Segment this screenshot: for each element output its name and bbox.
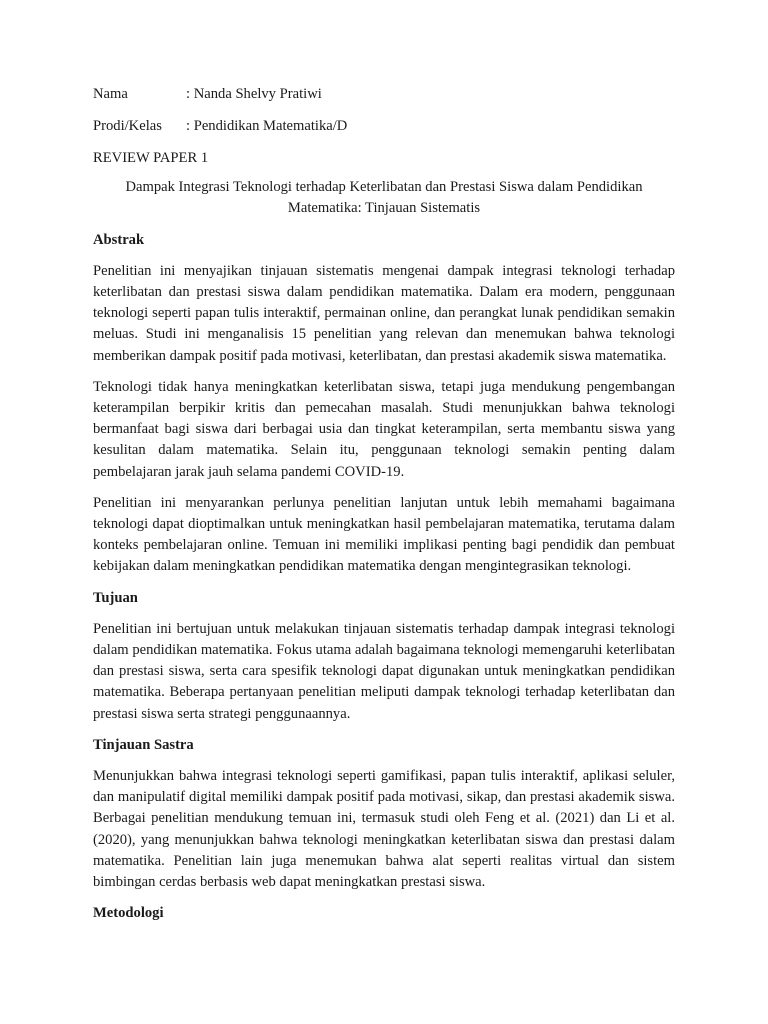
prodi-value: : Pendidikan Matematika/D [186,118,348,134]
abstrak-paragraph-1: Penelitian ini menyajikan tinjauan sistematis mengenai dampak integrasi teknologi terhadap keterlibatan dan prestasi siswa dalam pendidikan matematika. Dalam era modern, penggunaan teknologi seperti papan tulis interaktif, permainan online, dan perangkat lunak pendidikan semakin meluas. Studi ini menganalisis 15 penelitian yang relevan dan menemukan bahwa teknologi memberikan dampak positif pada motivasi, keterlibatan, dan prestasi akademik siswa matematika. [93,262,675,364]
abstrak-paragraph-3: Penelitian ini menyarankan perlunya penelitian lanjutan untuk lebih memahami bagaimana teknologi dapat dioptimalkan untuk meningkatkan hasil pembelajaran matematika, terutama dalam konteks pembelajaran online. Temuan ini memiliki implikasi penting bagi pendidik dan pembuat kebijakan dalam meningkatkan pendidikan matematika dengan mengintegrasikan teknologi. [93,494,675,575]
review-label: REVIEW PAPER 1 [93,150,209,166]
tujuan-heading: Tujuan [93,589,138,606]
metodologi-heading: Metodologi [93,905,164,922]
abstrak-heading: Abstrak [93,231,145,248]
tinjauan-sastra-paragraph-1: Menunjukkan bahwa integrasi teknologi seperti gamifikasi, papan tulis interaktif, aplikasi seluler, dan manipulatif digital memiliki dampak positif pada motivasi, sikap, dan prestasi akademik siswa. Berbagai penelitian mendukung temuan ini, termasuk studi oleh Feng et al. (2021) dan Li et al. (2020), yang menunjukkan bahwa teknologi meningkatkan keterlibatan siswa dan prestasi dalam matematika. Penelitian lain juga menemukan bahwa alat seperti realitas virtual dan sistem bimbingan cerdas berbasis web dapat meningkatkan prestasi siswa. [93,768,675,891]
paper-title: Dampak Integrasi Teknologi terhadap Keterlibatan dan Prestasi Siswa dalam Pendidikan Matematika: Tinjauan Sistematis [125,179,643,217]
document-page [93,84,675,935]
abstrak-paragraph-2: Teknologi tidak hanya meningkatkan keterlibatan siswa, tetapi juga mendukung pengembangan keterampilan berpikir kritis dan pemecahan masalah. Studi menunjukkan bahwa teknologi bermanfaat bagi siswa dari berbagai usia dan tingkat keterampilan, serta membantu siswa yang kesulitan dalam matematika. Selain itu, penggunaan teknologi semakin penting dalam pembelajaran jarak jauh selama pandemi COVID-19. [93,378,675,480]
nama-value: : Nanda Shelvy Pratiwi [186,86,322,102]
prodi-label: Prodi/Kelas [93,118,162,134]
tinjauan-sastra-heading: Tinjauan Sastra [93,736,194,753]
nama-row [93,84,675,105]
nama-label: Nama [93,86,128,102]
tujuan-paragraph-1: Penelitian ini bertujuan untuk melakukan tinjauan sistematis terhadap dampak integrasi teknologi dalam pendidikan matematika. Fokus utama adalah bagaimana teknologi memengaruhi keterlibatan dan prestasi siswa, serta cara spesifik teknologi dapat digunakan untuk meningkatkan pendidikan matematika. Beberapa pertanyaan penelitian meliputi dampak teknologi terhadap keterlibatan dan prestasi siswa serta strategi penggunaannya. [93,620,675,722]
prodi-row [93,116,675,137]
